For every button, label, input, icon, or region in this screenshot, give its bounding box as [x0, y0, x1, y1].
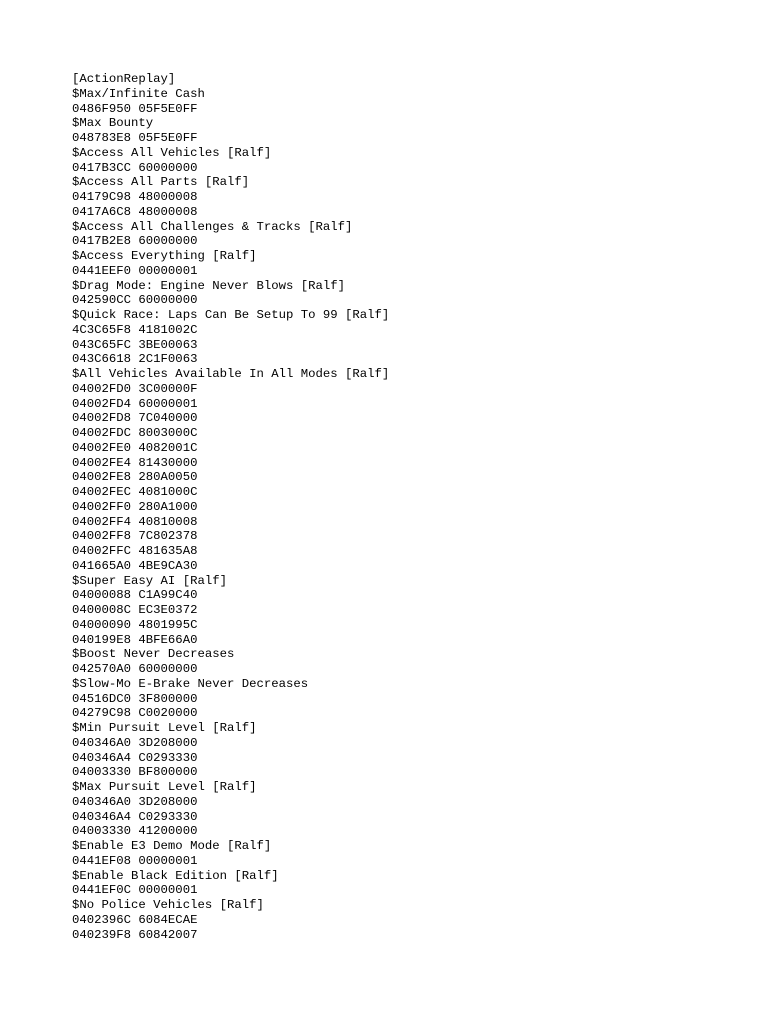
code-line: 040239F8 60842007 — [72, 927, 198, 942]
code-line: 043C6618 2C1F0063 — [72, 352, 198, 367]
code-line: 040346A4 C0293330 — [72, 809, 198, 824]
code-line: 042570A0 60000000 — [72, 662, 198, 676]
cheat-title: $Drag Mode: Engine Never Blows [Ralf] — [72, 278, 346, 293]
code-line: 043C65FC 3BE00063 — [72, 337, 198, 352]
cheat-title: $Boost Never Decreases — [72, 647, 235, 662]
code-line: 040346A4 C0293330 — [72, 750, 198, 765]
cheat-title: $Enable Black Edition [Ralf] — [72, 868, 279, 883]
code-line: 04002FD8 7C040000 — [72, 411, 198, 426]
code-line: 0417A6C8 48000008 — [72, 204, 198, 219]
code-line: 040199E8 4BFE66A0 — [72, 632, 198, 647]
code-line: 0441EF0C 00000001 — [72, 883, 198, 898]
code-line: 04002FE8 280A0050 — [72, 470, 198, 485]
code-line: 04002FDC 8003000C — [72, 426, 198, 440]
code-line: 04002FFC 481635A8 — [72, 544, 198, 558]
cheat-title: $Max Pursuit Level [Ralf] — [72, 780, 257, 794]
cheat-title: $Access All Parts [Ralf] — [72, 175, 250, 190]
code-line: 040346A0 3D208000 — [72, 735, 198, 750]
code-line: 048783E8 05F5E0FF — [72, 131, 198, 145]
cheat-title: $Max Bounty — [72, 116, 154, 131]
section-header: [ActionReplay] — [72, 72, 176, 86]
cheat-title: $All Vehicles Available In All Modes [Ralf] — [72, 367, 390, 381]
cheat-title: $Enable E3 Demo Mode [Ralf] — [72, 839, 272, 853]
cheat-title: $Super Easy AI [Ralf] — [72, 573, 227, 588]
cheat-code-listing — [72, 72, 692, 942]
code-line: 04002FF8 7C802378 — [72, 529, 198, 544]
cheat-title: $Slow-Mo E-Brake Never Decreases — [72, 676, 309, 691]
code-line: 04002FD0 3C00000F — [72, 381, 198, 396]
cheat-title: $Max/Infinite Cash — [72, 86, 205, 101]
code-line: 0486F950 05F5E0FF — [72, 101, 198, 116]
code-line: 0417B2E8 60000000 — [72, 234, 198, 249]
code-line: 04003330 41200000 — [72, 824, 198, 839]
code-line: 04002FD4 60000001 — [72, 396, 198, 411]
code-line: 041665A0 4BE9CA30 — [72, 558, 198, 573]
cheat-title: $No Police Vehicles [Ralf] — [72, 898, 264, 912]
code-line: 04003330 BF800000 — [72, 765, 198, 780]
code-line: 0441EF08 00000001 — [72, 853, 198, 868]
code-line: 040346A0 3D208000 — [72, 794, 198, 809]
code-line: 04002FEC 4081000C — [72, 485, 198, 499]
code-line: 04279C98 C0020000 — [72, 706, 198, 721]
code-line: 0400008C EC3E0372 — [72, 603, 198, 617]
code-line: 0441EEF0 00000001 — [72, 263, 198, 278]
code-line: 04002FF0 280A1000 — [72, 499, 198, 514]
code-line: 04002FE4 81430000 — [72, 455, 198, 470]
code-line: 04000090 4801995C — [72, 617, 198, 632]
code-line: 04002FF4 40810008 — [72, 514, 198, 529]
cheat-title: $Access All Vehicles [Ralf] — [72, 145, 272, 160]
code-line: 04000088 C1A99C40 — [72, 588, 198, 603]
code-line: 04002FE0 4082001C — [72, 440, 198, 455]
code-line: 0402396C 6084ECAE — [72, 912, 198, 927]
cheat-title: $Quick Race: Laps Can Be Setup To 99 [Ralf] — [72, 308, 390, 322]
cheat-title: $Min Pursuit Level [Ralf] — [72, 721, 257, 735]
code-line: 04179C98 48000008 — [72, 190, 198, 204]
code-line: 04516DC0 3F800000 — [72, 691, 198, 706]
cheat-title: $Access All Challenges & Tracks [Ralf] — [72, 219, 353, 234]
code-line: 0417B3CC 60000000 — [72, 160, 198, 175]
code-line: 4C3C65F8 4181002C — [72, 322, 198, 337]
cheat-title: $Access Everything [Ralf] — [72, 249, 257, 263]
code-line: 042590CC 60000000 — [72, 293, 198, 308]
